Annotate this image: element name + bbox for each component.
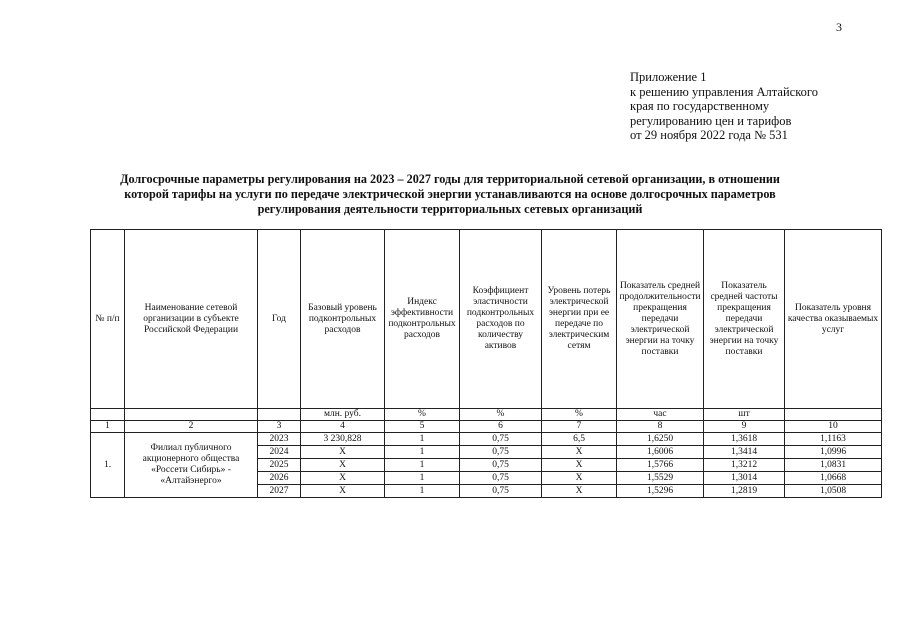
year-cell: 2027 — [258, 485, 301, 498]
unit-cell: % — [385, 409, 460, 421]
duration-cell: 1,6006 — [617, 446, 704, 459]
header-cell: Уровень потерь электрической энергии при ее передаче по электрическим сетям — [542, 230, 617, 409]
frequency-cell: 1,3212 — [704, 459, 785, 472]
unit-cell — [785, 409, 882, 421]
header-row — [91, 230, 882, 409]
header-cell: Базовый уровень подконтрольных расходов — [301, 230, 385, 409]
column-number-cell: 1 — [91, 421, 125, 433]
appendix-line: Приложение 1 — [630, 70, 707, 84]
title-line: Долгосрочные параметры регулирования на 2023 – 2027 годы для территориальной сетевой организации, в отношении — [120, 172, 780, 186]
organization-name-cell: Филиал публичного акционерного общества «Россети Сибирь» - «Алтайэнерго» — [125, 433, 258, 498]
unit-cell: млн. руб. — [301, 409, 385, 421]
duration-cell: 1,5766 — [617, 459, 704, 472]
quality-cell: 1,0508 — [785, 485, 882, 498]
efficiency-index-cell: 1 — [385, 446, 460, 459]
quality-cell: 1,0996 — [785, 446, 882, 459]
column-number-cell: 9 — [704, 421, 785, 433]
duration-cell: 1,5529 — [617, 472, 704, 485]
frequency-cell: 1,2819 — [704, 485, 785, 498]
frequency-cell: 1,3014 — [704, 472, 785, 485]
row-number-cell: 1. — [91, 433, 125, 498]
loss-level-cell: 6,5 — [542, 433, 617, 446]
efficiency-index-cell: 1 — [385, 459, 460, 472]
appendix-block — [630, 70, 818, 143]
header-cell: Наименование сетевой организации в субъекте Российской Федерации — [125, 230, 258, 409]
elasticity-cell: 0,75 — [460, 485, 542, 498]
year-cell: 2026 — [258, 472, 301, 485]
header-cell: Показатель уровня качества оказываемых услуг — [785, 230, 882, 409]
duration-cell: 1,6250 — [617, 433, 704, 446]
column-number-cell: 6 — [460, 421, 542, 433]
year-cell: 2025 — [258, 459, 301, 472]
year-cell: 2023 — [258, 433, 301, 446]
column-number-cell: 5 — [385, 421, 460, 433]
frequency-cell: 1,3414 — [704, 446, 785, 459]
efficiency-index-cell: 1 — [385, 485, 460, 498]
header-cell: Коэффициент эластичности подконтрольных расходов по количеству активов — [460, 230, 542, 409]
unit-cell: шт — [704, 409, 785, 421]
table-row — [91, 433, 882, 446]
column-number-cell: 4 — [301, 421, 385, 433]
header-cell: Показатель средней продолжительности прекращения передачи электрической энергии на точку поставки — [617, 230, 704, 409]
frequency-cell: 1,3618 — [704, 433, 785, 446]
base-expenses-cell: 3 230,828 — [301, 433, 385, 446]
column-number-cell: 3 — [258, 421, 301, 433]
unit-cell — [258, 409, 301, 421]
base-expenses-cell: Х — [301, 485, 385, 498]
unit-cell: % — [460, 409, 542, 421]
base-expenses-cell: Х — [301, 472, 385, 485]
page-number: 3 — [836, 20, 842, 34]
unit-cell: % — [542, 409, 617, 421]
elasticity-cell: 0,75 — [460, 433, 542, 446]
base-expenses-cell: Х — [301, 459, 385, 472]
column-number-cell: 2 — [125, 421, 258, 433]
appendix-line: края по государственному — [630, 99, 770, 113]
efficiency-index-cell: 1 — [385, 433, 460, 446]
loss-level-cell: Х — [542, 446, 617, 459]
appendix-line: регулированию цен и тарифов — [630, 113, 792, 128]
header-cell: Индекс эффективности подконтрольных расходов — [385, 230, 460, 409]
document-title — [90, 172, 810, 217]
header-cell: Год — [258, 230, 301, 409]
duration-cell: 1,5296 — [617, 485, 704, 498]
column-number-cell: 10 — [785, 421, 882, 433]
column-number-cell: 7 — [542, 421, 617, 433]
efficiency-index-cell: 1 — [385, 472, 460, 485]
year-cell: 2024 — [258, 446, 301, 459]
loss-level-cell: Х — [542, 459, 617, 472]
appendix-line: к решению управления Алтайского — [630, 84, 818, 99]
quality-cell: 1,1163 — [785, 433, 882, 446]
loss-level-cell: Х — [542, 485, 617, 498]
elasticity-cell: 0,75 — [460, 446, 542, 459]
quality-cell: 1,0831 — [785, 459, 882, 472]
elasticity-cell: 0,75 — [460, 459, 542, 472]
column-numbers-row — [91, 421, 882, 433]
loss-level-cell: Х — [542, 472, 617, 485]
column-number-cell: 8 — [617, 421, 704, 433]
header-cell: № п/п — [91, 230, 125, 409]
unit-cell — [91, 409, 125, 421]
header-cell: Показатель средней частоты прекращения передачи электрической энергии на точку поставки — [704, 230, 785, 409]
base-expenses-cell: Х — [301, 446, 385, 459]
title-line: регулирования деятельности территориальных сетевых организаций — [257, 202, 643, 216]
title-line: которой тарифы на услуги по передаче электрической энергии устанавливаются на основе долгосрочных параметров — [124, 187, 776, 201]
unit-cell: час — [617, 409, 704, 421]
units-row — [91, 409, 882, 421]
parameters-table — [90, 229, 882, 498]
unit-cell — [125, 409, 258, 421]
appendix-line: от 29 ноября 2022 года № 531 — [630, 128, 788, 142]
elasticity-cell: 0,75 — [460, 472, 542, 485]
quality-cell: 1,0668 — [785, 472, 882, 485]
